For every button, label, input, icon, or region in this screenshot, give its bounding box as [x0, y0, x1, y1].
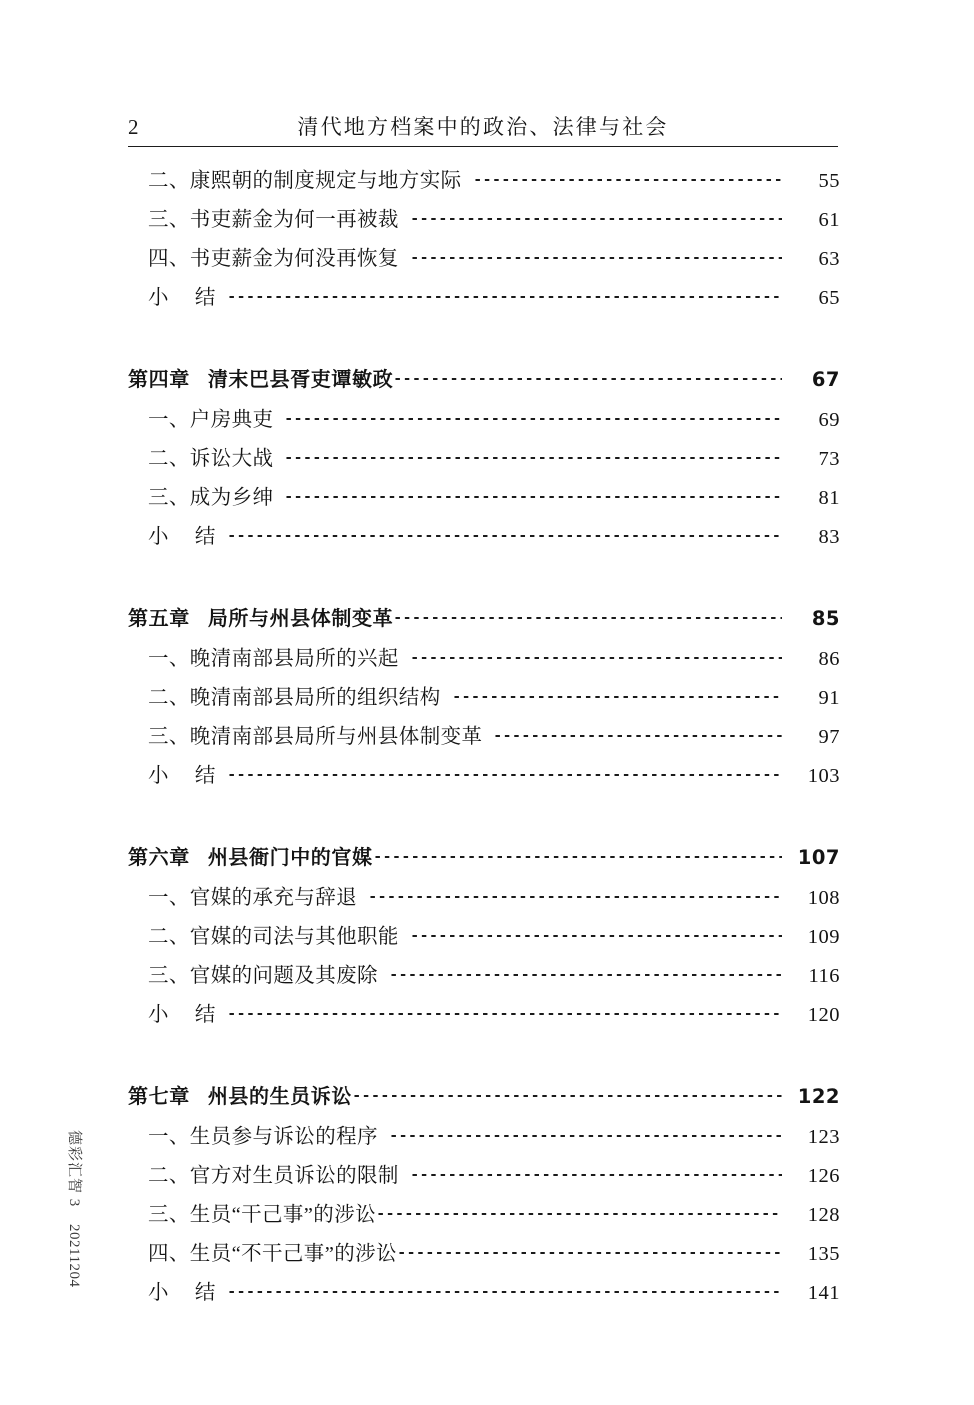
toc-entry-row[interactable]	[128, 919, 840, 958]
toc-entry-label: 一、官媒的承充与辞退	[148, 887, 357, 909]
toc-page-number: 109	[807, 926, 840, 948]
toc-page-number: 91	[818, 687, 840, 709]
toc-entry-label	[128, 841, 373, 870]
toc-entry-row[interactable]	[128, 880, 840, 919]
toc-entry-label: 三、官媒的问题及其废除	[148, 965, 378, 987]
toc-chapter-number: 第七章	[128, 1084, 190, 1108]
toc-dot-leader	[389, 1127, 782, 1143]
toc-entry-label: 一、生员参与诉讼的程序	[148, 1126, 378, 1148]
toc-dot-leader	[397, 1244, 782, 1260]
toc-entry-label	[128, 1080, 352, 1109]
toc-page-number: 103	[807, 765, 840, 787]
toc-entry-label: 二、诉讼大战	[148, 448, 274, 470]
toc-page-number: 81	[818, 487, 840, 509]
margin-print-mark	[58, 1130, 88, 1360]
toc-dot-leader	[368, 888, 782, 904]
toc-entry-label	[128, 758, 216, 788]
toc-entry-label	[128, 1275, 216, 1305]
toc-entry-label: 二、晚清南部县局所的组织结构	[148, 687, 441, 709]
toc-page-number: 73	[818, 448, 840, 470]
toc-page-number: 61	[818, 209, 840, 231]
toc-chapter-title: 清末巴县胥吏谭敏政	[207, 367, 394, 391]
toc-page-number: 123	[807, 1126, 840, 1148]
toc-page-number: 128	[807, 1204, 840, 1226]
margin-mark-text: 德彩汇智 3	[66, 1130, 82, 1208]
toc-dot-leader	[284, 410, 782, 426]
toc-entry-row[interactable]	[128, 402, 840, 441]
toc-entry-row[interactable]	[128, 202, 840, 241]
toc-entry-label: 二、康熙朝的制度规定与地方实际	[148, 170, 462, 192]
toc-page-number: 63	[818, 248, 840, 270]
toc-page-number: 69	[818, 409, 840, 431]
toc-entry-row[interactable]	[128, 1197, 840, 1236]
toc-page-number: 120	[807, 1004, 840, 1026]
toc-chapter-row[interactable]	[128, 363, 840, 402]
toc-dot-leader	[493, 727, 782, 743]
toc-dot-leader	[393, 609, 782, 625]
toc-entry-row[interactable]	[128, 1119, 840, 1158]
margin-mark-date: 20211204	[66, 1224, 82, 1288]
toc-entry-row[interactable]	[128, 480, 840, 519]
toc-page-number: 97	[818, 726, 840, 748]
toc-group	[128, 602, 840, 797]
toc-page-number: 107	[797, 846, 840, 869]
toc-entry-row[interactable]	[128, 719, 840, 758]
toc-dot-leader	[373, 848, 782, 864]
toc-page-number: 126	[807, 1165, 840, 1187]
toc-entry-label: 四、书吏薪金为何没再恢复	[148, 248, 399, 270]
toc-dot-leader	[410, 649, 782, 665]
toc-entry-label	[128, 280, 216, 310]
toc-group	[128, 163, 840, 319]
toc-page-number: 85	[811, 607, 840, 630]
toc-entry-row[interactable]	[128, 997, 840, 1036]
toc-entry-label: 二、官方对生员诉讼的限制	[148, 1165, 399, 1187]
toc-dot-leader	[410, 210, 782, 226]
toc-summary-label-part2: 结	[194, 287, 216, 309]
toc-entry-row[interactable]	[128, 1275, 840, 1314]
toc-entry-label	[128, 519, 216, 549]
toc-summary-label-part1: 小	[148, 1282, 169, 1304]
toc-dot-leader	[227, 527, 782, 543]
table-of-contents	[128, 163, 840, 1314]
toc-dot-leader	[389, 966, 782, 982]
toc-entry-label: 一、户房典吏	[148, 409, 274, 431]
toc-summary-label-part2: 结	[194, 1282, 216, 1304]
toc-dot-leader	[284, 449, 782, 465]
toc-dot-leader	[284, 488, 782, 504]
toc-summary-label-part2: 结	[194, 765, 216, 787]
toc-entry-label: 三、成为乡绅	[148, 487, 274, 509]
toc-dot-leader	[393, 370, 782, 386]
toc-page-number: 83	[818, 526, 840, 548]
page-folio-number: 2	[128, 115, 139, 139]
toc-summary-label-part1: 小	[148, 287, 169, 309]
toc-entry-row[interactable]	[128, 1236, 840, 1275]
toc-page-number: 67	[811, 368, 840, 391]
toc-entry-row[interactable]	[128, 280, 840, 319]
toc-chapter-number: 第六章	[128, 845, 190, 869]
toc-chapter-row[interactable]	[128, 841, 840, 880]
toc-dot-leader	[452, 688, 782, 704]
toc-entry-label: 三、晚清南部县局所与州县体制变革	[148, 726, 483, 748]
toc-summary-label-part2: 结	[194, 526, 216, 548]
toc-dot-leader	[376, 1205, 782, 1221]
toc-dot-leader	[410, 249, 782, 265]
toc-dot-leader	[410, 927, 782, 943]
toc-entry-label: 三、生员“干己事”的涉讼	[148, 1204, 376, 1226]
toc-entry-row[interactable]	[128, 441, 840, 480]
toc-group	[128, 363, 840, 558]
toc-entry-label: 二、官媒的司法与其他职能	[148, 926, 399, 948]
toc-entry-row[interactable]	[128, 758, 840, 797]
toc-page-number: 55	[818, 170, 840, 192]
running-head	[128, 104, 838, 138]
toc-entry-label: 四、生员“不干己事”的涉讼	[148, 1243, 397, 1265]
toc-entry-label	[128, 363, 393, 392]
toc-chapter-number: 第五章	[128, 606, 190, 630]
toc-dot-leader	[227, 766, 782, 782]
toc-page-number: 122	[797, 1085, 840, 1108]
toc-chapter-row[interactable]	[128, 602, 840, 641]
toc-summary-label-part1: 小	[148, 1004, 169, 1026]
toc-entry-label	[128, 997, 216, 1027]
toc-dot-leader	[410, 1166, 782, 1182]
toc-summary-label-part1: 小	[148, 765, 169, 787]
toc-entry-label: 三、书吏薪金为何一再被裁	[148, 209, 399, 231]
toc-chapter-row[interactable]	[128, 1080, 840, 1119]
toc-chapter-title: 州县衙门中的官媒	[207, 845, 373, 869]
toc-page-number: 135	[807, 1243, 840, 1265]
toc-dot-leader	[473, 171, 783, 187]
toc-dot-leader	[227, 1005, 782, 1021]
toc-entry-label	[128, 602, 393, 631]
toc-page-number: 141	[807, 1282, 840, 1304]
toc-entry-label: 一、晚清南部县局所的兴起	[148, 648, 399, 670]
toc-chapter-number: 第四章	[128, 367, 190, 391]
toc-entry-row[interactable]	[128, 519, 840, 558]
toc-page-number: 108	[807, 887, 840, 909]
running-head-title: 清代地方档案中的政治、法律与社会	[297, 115, 669, 139]
toc-summary-label-part1: 小	[148, 526, 169, 548]
toc-chapter-title: 州县的生员诉讼	[207, 1084, 353, 1108]
toc-entry-row[interactable]	[128, 241, 840, 280]
toc-entry-row[interactable]	[128, 1158, 840, 1197]
toc-page-number: 65	[818, 287, 840, 309]
toc-dot-leader	[352, 1087, 782, 1103]
toc-summary-label-part2: 结	[194, 1004, 216, 1026]
toc-page-number: 116	[808, 965, 840, 987]
toc-entry-row[interactable]	[128, 680, 840, 719]
toc-entry-row[interactable]	[128, 641, 840, 680]
toc-entry-row[interactable]	[128, 958, 840, 997]
running-head-rule	[128, 146, 838, 147]
toc-group	[128, 841, 840, 1036]
toc-dot-leader	[227, 1283, 782, 1299]
toc-entry-row[interactable]	[128, 163, 840, 202]
toc-chapter-title: 局所与州县体制变革	[207, 606, 394, 630]
toc-group	[128, 1080, 840, 1314]
toc-page-number: 86	[818, 648, 840, 670]
toc-dot-leader	[227, 288, 782, 304]
